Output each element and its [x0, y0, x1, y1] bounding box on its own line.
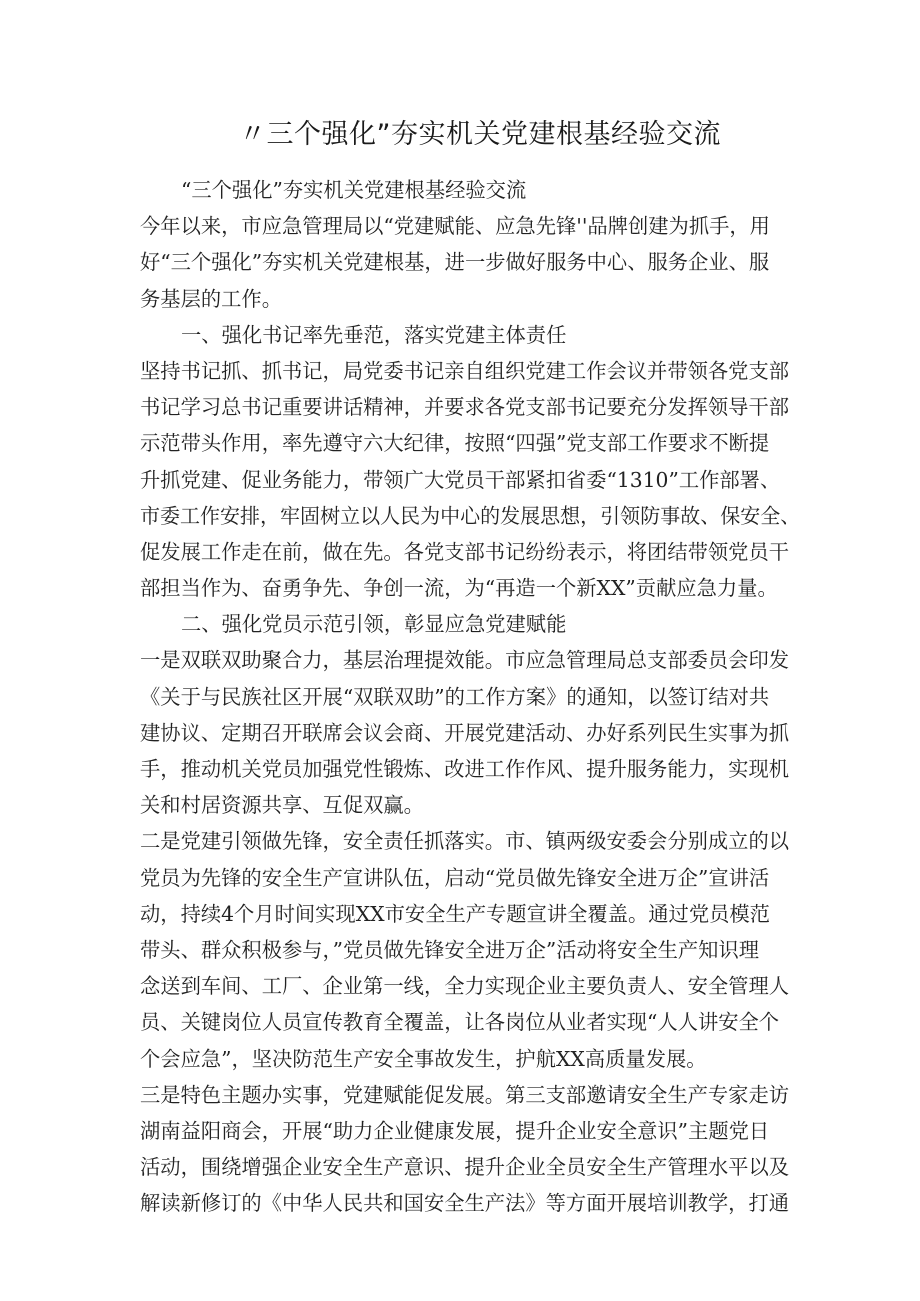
text-line: 一是双联双助聚合力，基层治理提效能。市应急管理局总支部委员会印发	[140, 648, 790, 673]
text-line: 湖南益阳商会，开展“助力企业健康发展，提升企业安全意识”主题党日	[140, 1118, 770, 1143]
text-line: 解读新修订的《中华人民共和国安全生产法》等方面开展培训教学，打通	[140, 1191, 790, 1216]
document-title: 〃三个强化”夯实机关党建根基经验交流	[239, 119, 721, 150]
text-line: 升抓党建、促业务能力，带领广大党员干部紧扣省委“1310”工作部署、	[140, 467, 781, 492]
text-line: 部担当作为、奋勇争先、争创一流，为“再造一个新XX”贡献应急力量。	[140, 576, 778, 601]
text-line: 党员为先锋的安全生产宣讲队伍，启动“党员做先锋安全进万企”宣讲活	[140, 865, 770, 890]
text-line: 市委工作安排，牢固树立以人民为中心的发展思想，引领防事故、保安全、	[140, 503, 801, 528]
text-line: 务基层的工作。	[140, 286, 282, 311]
text-line: 《关于与民族社区开展“双联双助”的工作方案》的通知，以签订结对共	[140, 684, 770, 709]
text-line: 好“三个强化”夯实机关党建根基，进一步做好服务中心、服务企业、服	[140, 250, 770, 275]
text-line: 员、关键岗位人员宣传教育全覆盖，让各岗位从业者实现“人人讲安全个	[140, 1010, 780, 1035]
text-line: 二是党建引领做先锋，安全责任抓落实。市、镇两级安委会分别成立的以	[140, 829, 790, 854]
text-line: 动，持续4个月时间实现XX市安全生产专题宣讲全覆盖。通过党员模范	[140, 901, 770, 926]
document-body	[140, 172, 800, 1221]
text-line: 个会应急”，坚决防范生产安全事故发生，护航XX高质量发展。	[140, 1046, 707, 1071]
text-line: 今年以来，市应急管理局以“党建赋能、应急先锋''品牌创建为抓手，用	[140, 214, 770, 239]
text-line: 示范带头作用，率先遵守六大纪律，按照“四强”党支部工作要求不断提	[140, 431, 770, 456]
text-line: 坚持书记抓、抓书记，局党委书记亲自组织党建工作会议并带领各党支部	[140, 358, 790, 383]
text-line: 活动，围绕增强企业安全生产意识、提升企业全员安全生产管理水平以及	[140, 1155, 790, 1180]
text-line: “三个强化”夯实机关党建根基经验交流	[181, 178, 527, 202]
text-line: 二、强化党员示范引领，彰显应急党建赋能	[181, 612, 567, 637]
text-line: 书记学习总书记重要讲话精神，并要求各党支部书记要充分发挥领导干部	[140, 395, 790, 420]
text-line: 三是特色主题办实事，党建赋能促发展。第三支部邀请安全生产专家走访	[140, 1082, 790, 1107]
text-line: 带头、群众积极参与，”党员做先锋安全进万企”活动将安全生产知识理	[140, 937, 760, 962]
text-line: 手，推动机关党员加强党性锻炼、改进工作作风、提升服务能力，实现机	[140, 757, 790, 781]
text-line: 促发展工作走在前，做在先。各党支部书记纷纷表示，将团结带领党员干	[140, 539, 790, 564]
text-line: 建协议、定期召开联席会议会商、开展党建活动、办好系列民生实事为抓	[140, 720, 790, 745]
text-line: 关和村居资源共享、互促双赢。	[140, 793, 424, 818]
text-line: 一、强化书记率先垂范，落实党建主体责任	[181, 322, 567, 347]
text-line: 念送到车间、工厂、企业第一线，全力实现企业主要负责人、安全管理人	[140, 974, 790, 999]
